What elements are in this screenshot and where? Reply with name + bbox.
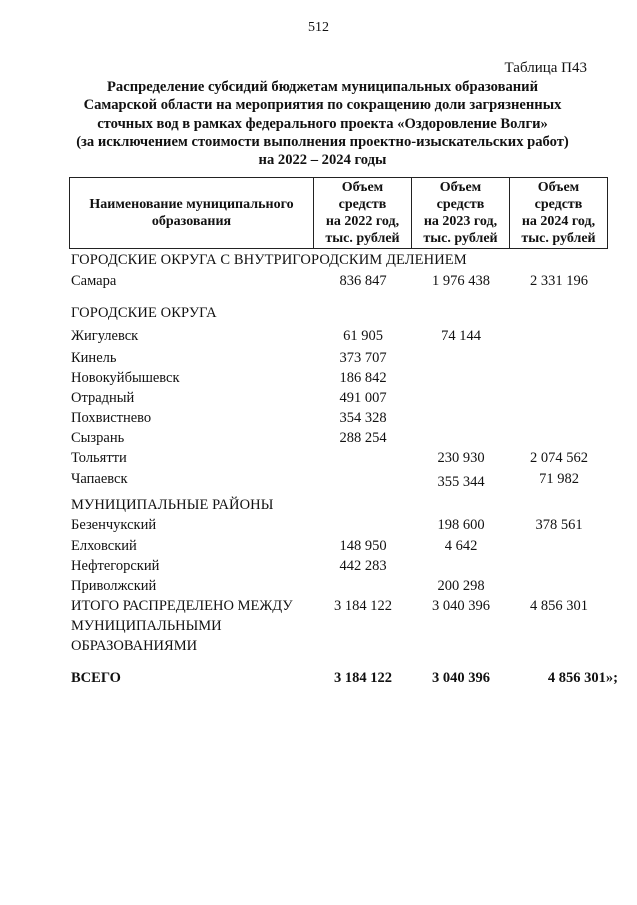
value-2022: 3 184 122 <box>334 598 392 614</box>
title-line: на 2022 – 2024 годы <box>258 152 387 169</box>
value-2023: 355 344 <box>437 474 485 490</box>
row-name: ОБРАЗОВАНИЯМИ <box>71 638 198 654</box>
total-row <box>71 596 611 616</box>
header-text: на 2022 год, <box>325 214 400 229</box>
value-2022: 373 707 <box>339 350 387 366</box>
header-text: средств <box>338 197 387 212</box>
table-row <box>71 326 611 346</box>
header-text: тыс. рублей <box>325 231 400 246</box>
header-text: Наименование муниципального <box>89 197 294 212</box>
table-row <box>71 556 611 576</box>
row-name: ВСЕГО <box>71 670 121 686</box>
value-2023: 4 642 <box>444 538 478 554</box>
row-name: ИТОГО РАСПРЕДЕЛЕНО МЕЖДУ <box>71 598 293 614</box>
value-2022: 61 905 <box>343 328 383 344</box>
row-name: Тольятти <box>71 450 127 466</box>
value-2022: 3 184 122 <box>334 670 392 686</box>
total-row-continued <box>71 636 611 656</box>
title-line: Распределение субсидий бюджетам муниципальных образований <box>107 79 538 95</box>
page-number: 512 <box>308 20 329 35</box>
value-2024: 4 856 301 <box>530 598 588 614</box>
table-row <box>71 448 611 468</box>
header-text: тыс. рублей <box>423 231 498 246</box>
section-row <box>71 250 611 270</box>
header-text: на 2024 год, <box>521 214 596 229</box>
header-text: Объем <box>537 180 580 195</box>
value-2022: 354 328 <box>339 410 387 426</box>
table-row <box>71 515 611 535</box>
title-line: (за исключением стоимости выполнения проектно-изыскательских работ) <box>76 133 569 150</box>
value-2022: 186 842 <box>339 370 387 386</box>
header-text: средств <box>436 197 485 212</box>
value-2023: 3 040 396 <box>432 670 490 686</box>
section-row <box>71 495 611 515</box>
table-row <box>71 469 611 489</box>
value-2024: 378 561 <box>535 517 583 533</box>
value-2022: 148 950 <box>339 538 387 554</box>
value-2024: 2 331 196 <box>530 273 588 289</box>
row-name: Отрадный <box>71 390 135 406</box>
value-2023: 230 930 <box>437 450 485 466</box>
header-text: образования <box>151 214 232 229</box>
row-name: Кинель <box>71 350 117 366</box>
row-name: Жигулевск <box>71 328 139 344</box>
table-row <box>71 388 611 408</box>
row-name: МУНИЦИПАЛЬНЫЕ РАЙОНЫ <box>71 497 274 513</box>
value-2023: 200 298 <box>437 578 485 594</box>
header-text: Объем <box>439 180 482 195</box>
value-2022: 442 283 <box>339 558 387 574</box>
row-name: Нефтегорский <box>71 558 160 574</box>
grand-total-row <box>71 668 618 688</box>
total-row-continued <box>71 616 611 636</box>
table-row <box>71 428 611 448</box>
row-name: Безенчукский <box>71 517 157 533</box>
table-row <box>71 408 611 428</box>
value-2023: 3 040 396 <box>432 598 490 614</box>
table-row <box>71 576 611 596</box>
value-2023: 198 600 <box>437 517 485 533</box>
section-row <box>71 303 611 323</box>
value-2024: 4 856 301»; <box>547 670 618 686</box>
value-2022: 288 254 <box>339 430 387 446</box>
value-2023: 1 976 438 <box>432 273 490 289</box>
value-2024: 71 982 <box>539 471 579 487</box>
title-line: сточных вод в рамках федерального проекта «Оздоровление Волги» <box>97 115 548 132</box>
row-name: Елховский <box>71 538 137 554</box>
title-line: Самарской области на мероприятия по сокращению доли загрязненных <box>83 97 562 114</box>
table-row <box>71 348 611 368</box>
header-text: Объем <box>341 180 384 195</box>
row-name: ГОРОДСКИЕ ОКРУГА <box>71 305 217 321</box>
row-name: Чапаевск <box>71 471 128 487</box>
value-2024: 2 074 562 <box>530 450 588 466</box>
value-2022: 836 847 <box>339 273 387 289</box>
table-row <box>71 536 611 556</box>
value-2022: 491 007 <box>339 390 387 406</box>
header-text: тыс. рублей <box>521 231 596 246</box>
table-label: Таблица П43 <box>504 60 587 76</box>
row-name: Новокуйбышевск <box>71 370 180 386</box>
row-name: МУНИЦИПАЛЬНЫМИ <box>71 618 222 634</box>
row-name: Сызрань <box>71 430 125 446</box>
row-name: Самара <box>71 273 117 289</box>
row-name: Приволжский <box>71 578 157 594</box>
table-row <box>71 368 611 388</box>
value-2023: 74 144 <box>441 328 481 344</box>
row-name: ГОРОДСКИЕ ОКРУГА С ВНУТРИГОРОДСКИМ ДЕЛЕНИЕМ <box>71 252 467 268</box>
table-row <box>71 271 611 291</box>
header-text: средств <box>534 197 583 212</box>
header-text: на 2023 год, <box>423 214 498 229</box>
row-name: Похвистнево <box>71 410 152 426</box>
